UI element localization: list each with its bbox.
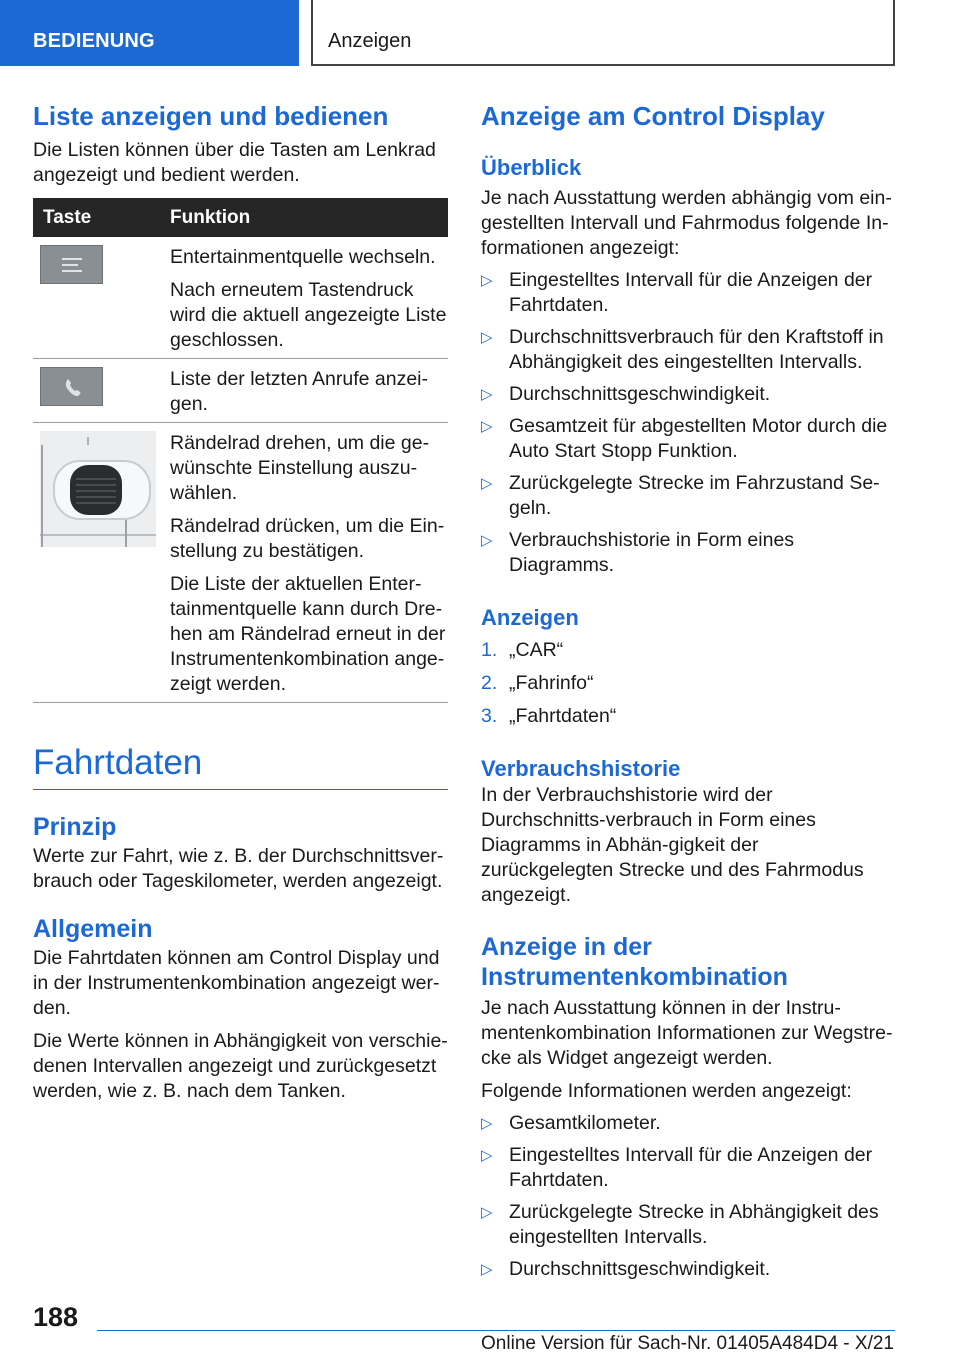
allgemein-paragraph: Die Fahrtdaten können am Control Display und in der Instrumentenkombination angezeigt wer-den.: [33, 947, 440, 1019]
row-text: Rändelrad drehen, um die ge-wünschte Einstellung auszu-wählen.: [170, 432, 430, 504]
bullet-triangle-icon: ▷: [481, 475, 493, 492]
list-item: ▷ Zurückgelegte Strecke in Abhängigkeit des eingestellten Intervalls.: [481, 1201, 879, 1248]
footer-rule: [97, 1330, 895, 1331]
verbrauchshistorie-title: Verbrauchshistorie: [481, 756, 681, 781]
row-text: Nach erneutem Tastendruck wird die aktuell angezeigte Liste geschlossen.: [170, 279, 447, 351]
table-cell-text: [170, 359, 448, 422]
anzeigen-steps: [481, 638, 896, 729]
ueberblick-title: Überblick: [481, 155, 582, 180]
allgemein-title: Allgemein: [33, 915, 153, 943]
fahrtdaten-heading: [33, 741, 448, 790]
list-item: ▷ Verbrauchshistorie in Form eines Diagramms.: [481, 529, 795, 576]
list-item: ▷ Zurückgelegte Strecke im Fahrzustand Se-geln.: [481, 472, 880, 519]
list-item: 1. „CAR“: [481, 639, 564, 661]
bullet-triangle-icon: ▷: [481, 1147, 493, 1164]
list-intro: Die Listen können über die Tasten am Lenkrad angezeigt und bedient werden.: [33, 139, 436, 186]
prinzip-text: Werte zur Fahrt, wie z. B. der Durchschnittsver-brauch oder Tageskilometer, werden angezeigt.: [33, 845, 444, 892]
table-row: [33, 359, 448, 423]
list-item: ▷ Eingestelltes Intervall für die Anzeigen der Fahrtdaten.: [481, 269, 873, 316]
table-cell-icon: [33, 237, 170, 358]
right-column: [481, 100, 896, 1282]
bullet-triangle-icon: ▷: [481, 418, 493, 435]
bullet-triangle-icon: ▷: [481, 1204, 493, 1221]
list-item: ▷ Eingestelltes Intervall für die Anzeigen der Fahrtdaten.: [481, 1144, 873, 1191]
bullet-triangle-icon: ▷: [481, 329, 493, 346]
ueberblick-list: [481, 268, 896, 578]
bullet-triangle-icon: ▷: [481, 386, 493, 403]
button-table: [33, 198, 448, 703]
verbrauchshistorie-text: In der Verbrauchshistorie wird der Durchschnitts-verbrauch in Form eines Diagramms in Abhän-gigkeit der zurückgelegten Strecke und des Fahrmodus angezeigt.: [481, 784, 864, 906]
prinzip-title: Prinzip: [33, 813, 117, 841]
table-cell-text: [170, 423, 448, 702]
allgemein-paragraph: Die Werte können in Abhängigkeit von verschie-denen Intervallen angezeigt und zurückgesetzt werden, wie z. B. nach dem Tanken.: [33, 1030, 448, 1102]
table-row: [33, 423, 448, 703]
list-item: ▷ Gesamtzeit für abgestellten Motor durch die Auto Start Stopp Funktion.: [481, 415, 888, 462]
ueberblick-text: Je nach Ausstattung werden abhängig vom ein-gestellten Intervall und Fahrmodus folgende In-formationen angezeigt:: [481, 187, 892, 259]
col-taste: Taste: [43, 206, 92, 228]
instrumentenkombination-text: Je nach Ausstattung können in der Instru-mentenkombination Informationen zur Wegstre-cke als Widget angezeigt werden.: [481, 997, 893, 1069]
table-cell-icon: [33, 359, 170, 422]
page-number: 188: [33, 1302, 79, 1332]
list-item: ▷ Durchschnittsverbrauch für den Kraftstoff in Abhängigkeit des eingestellten Intervalls.: [481, 326, 884, 373]
anzeigen-title: Anzeigen: [481, 605, 579, 630]
list-item: ▷ Gesamtkilometer.: [481, 1112, 661, 1134]
list-item: 2. „Fahrinfo“: [481, 672, 594, 694]
table-row: [33, 237, 448, 359]
instrumentenkombination-list: [481, 1111, 896, 1282]
table-cell-icon: [33, 423, 170, 702]
instrumentenkombination-title: Anzeige in der Instrumentenkombination: [481, 933, 788, 991]
section-label: BEDIENUNG: [33, 30, 155, 52]
left-column: [33, 100, 448, 1104]
bullet-triangle-icon: ▷: [481, 1261, 493, 1278]
list-item: ▷ Durchschnittsgeschwindigkeit.: [481, 1258, 771, 1280]
bullet-triangle-icon: ▷: [481, 1115, 493, 1132]
section-tab: [0, 0, 299, 66]
phone-button-icon: [40, 367, 103, 406]
step-number: 1.: [481, 639, 498, 661]
bullet-triangle-icon: ▷: [481, 532, 493, 549]
table-cell-text: [170, 237, 448, 358]
list-button-icon: [40, 245, 103, 284]
footer-online-version: Online Version für Sach-Nr. 01405A484D4 - X/21: [481, 1333, 894, 1354]
list-item: 3. „Fahrtdaten“: [481, 705, 617, 727]
list-item: ▷ Durchschnittsgeschwindigkeit.: [481, 383, 771, 405]
control-display-title: Anzeige am Control Display: [481, 101, 825, 131]
row-text: Die Liste der aktuellen Enter-tainmentquelle kann durch Dre-hen am Rändelrad erneut in der Instrumentenkombination ange-zeigt werden.: [170, 573, 446, 695]
row-text: Rändelrad drücken, um die Ein-stellung zu bestätigen.: [170, 515, 445, 562]
instrumentenkombination-text2: Folgende Informationen werden angezeigt:: [481, 1080, 852, 1102]
bullet-triangle-icon: ▷: [481, 272, 493, 289]
fahrtdaten-title: Fahrtdaten: [33, 743, 203, 782]
list-title: Liste anzeigen und bedienen: [33, 101, 389, 131]
row-text: Entertainmentquelle wechseln.: [170, 246, 436, 268]
col-funktion: Funktion: [170, 206, 251, 228]
chapter-header: [311, 0, 895, 66]
table-header: [33, 198, 448, 237]
thumbwheel-icon: [40, 431, 156, 547]
chapter-label: Anzeigen: [328, 30, 412, 52]
row-text: Liste der letzten Anrufe anzei-gen.: [170, 368, 428, 415]
step-number: 3.: [481, 705, 498, 727]
step-number: 2.: [481, 672, 498, 694]
